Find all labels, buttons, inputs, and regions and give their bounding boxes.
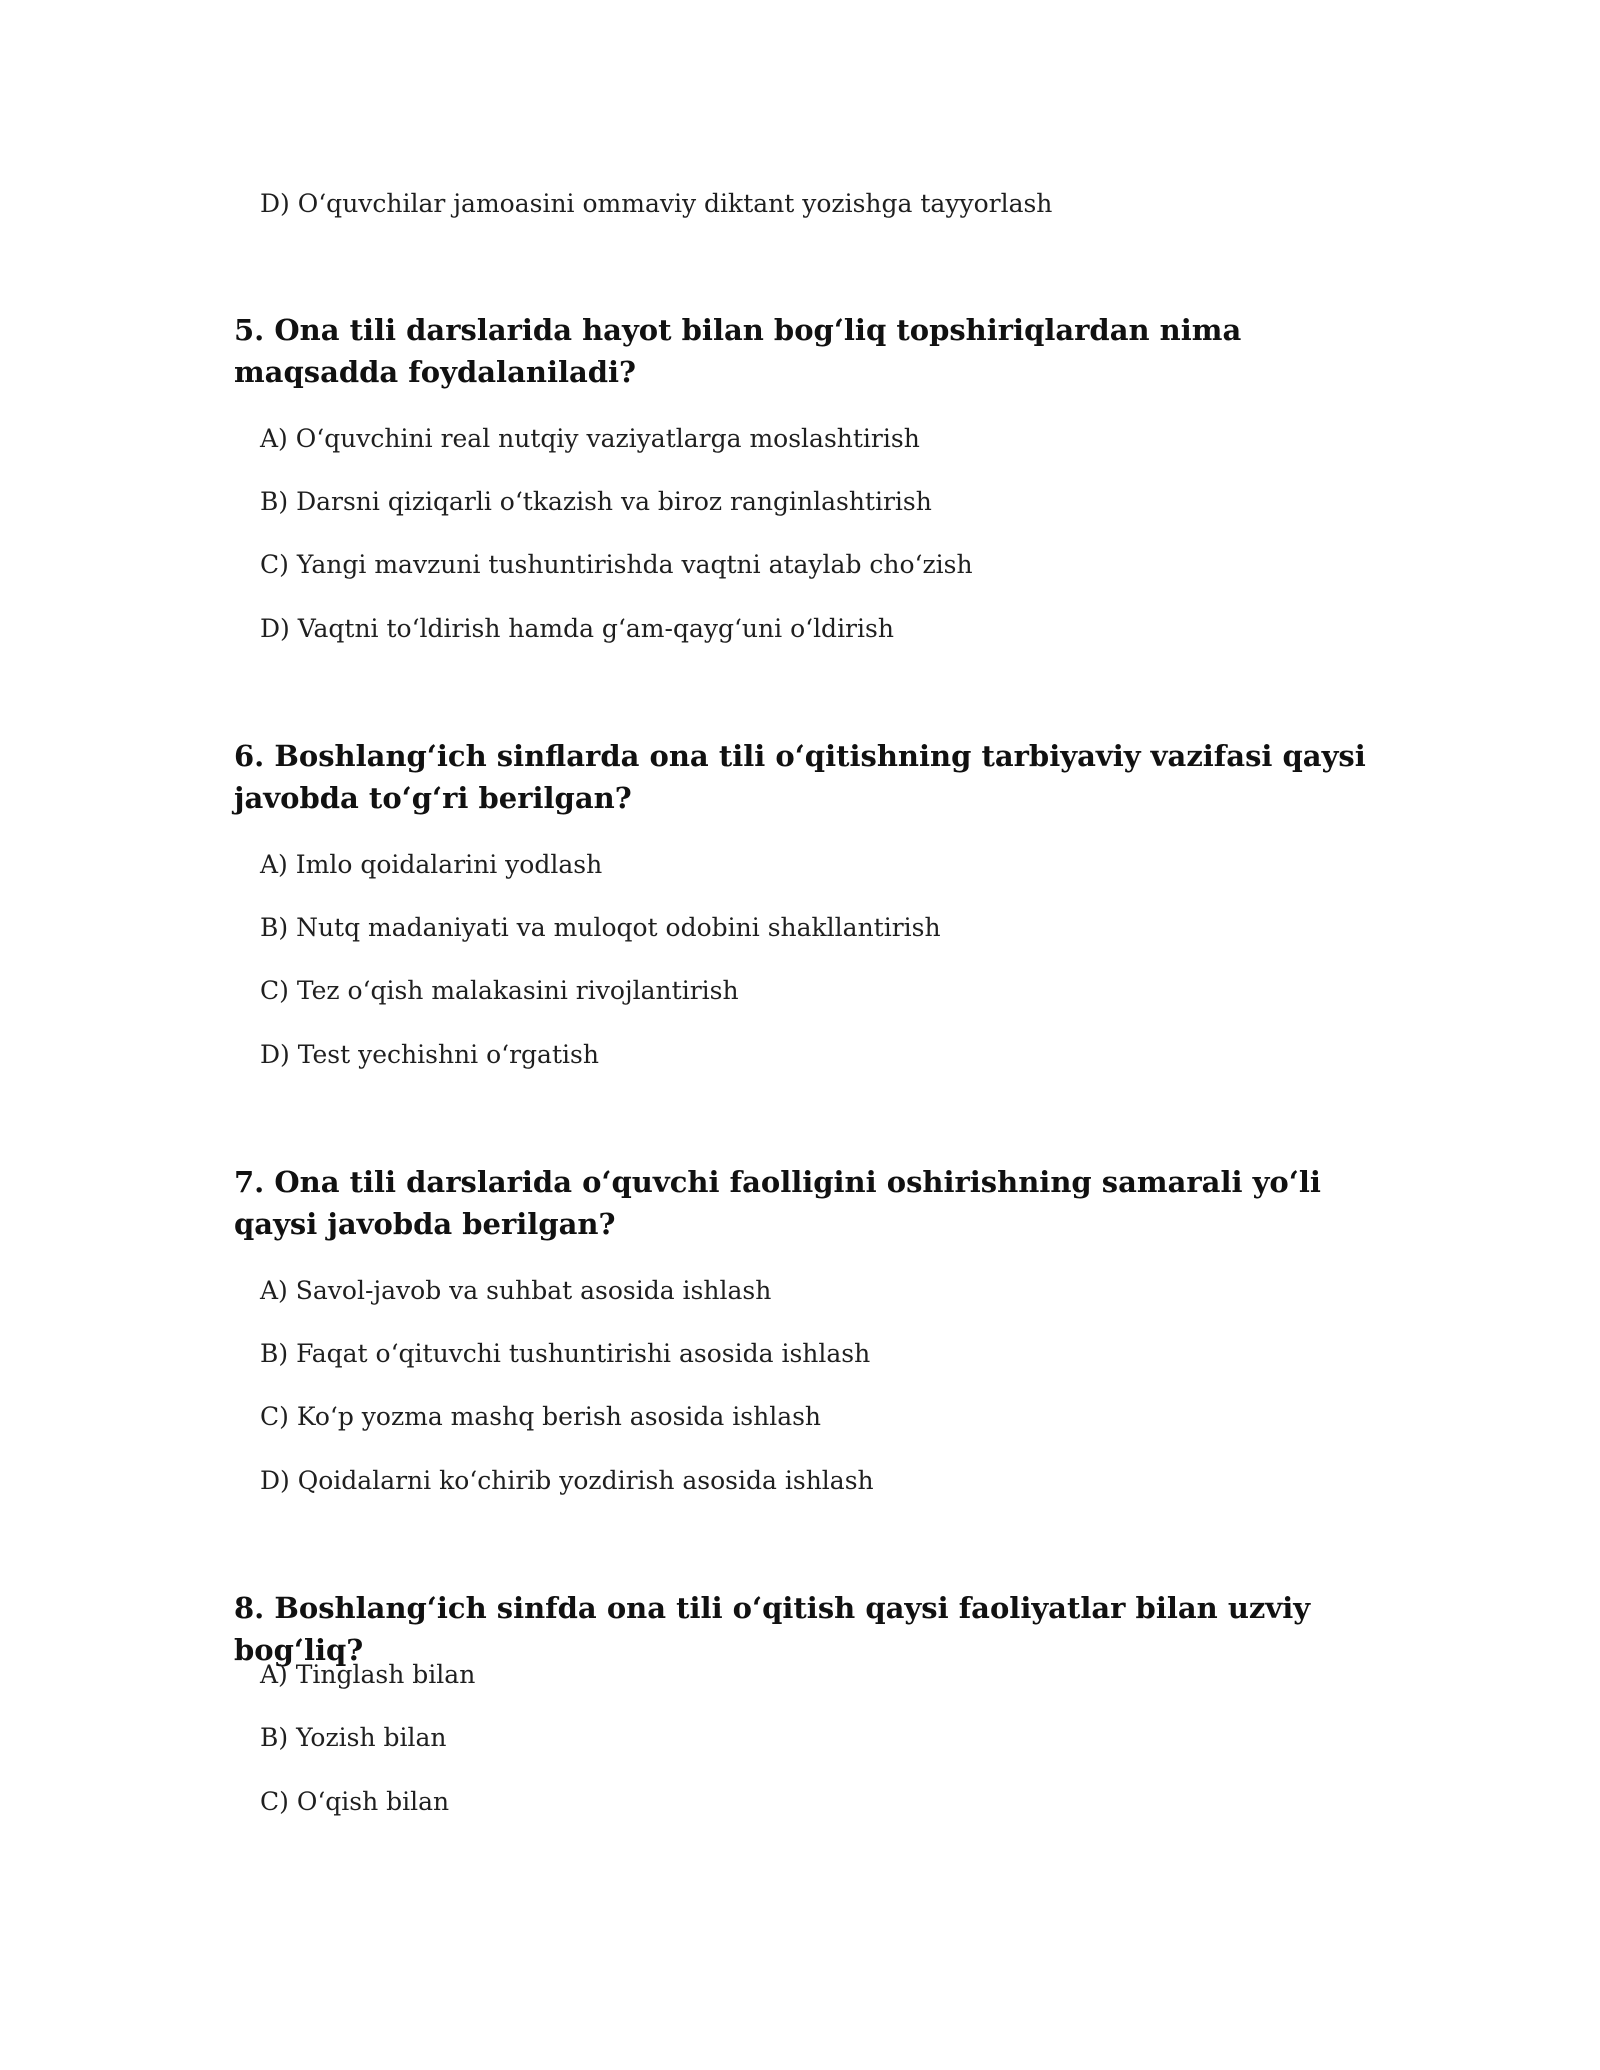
question-7-option-a: A) Savol-javob va suhbat asosida ishlash [260, 1276, 772, 1305]
question-8-option-c: C) O‘qish bilan [260, 1787, 450, 1816]
question-5-text: 5. Ona tili darslarida hayot bilan bog‘liq topshiriqlardan nima maqsadda foydalaniladi? [234, 313, 1242, 389]
question-5-option-c: C) Yangi mavzuni tushuntirishda vaqtni ataylab cho‘zish [260, 550, 973, 579]
question-6-option-b: B) Nutq madaniyati va muloqot odobini shakllantirish [260, 913, 941, 942]
question-6-text: 6. Boshlang‘ich sinflarda ona tili o‘qitishning tarbiyaviy vazifasi qaysi javobda to‘g‘ri berilgan? [234, 739, 1366, 815]
option-text: D) O‘quvchilar jamoasini ommaviy diktant yozishga tayyorlash [260, 189, 1053, 218]
question-7-text: 7. Ona tili darslarida o‘quvchi faolligini oshirishning samarali yo‘li qaysi javobda berilgan? [234, 1165, 1321, 1241]
question-8-option-a: A) Tinglash bilan [260, 1660, 476, 1689]
question-6-option-d: D) Test yechishni o‘rgatish [260, 1040, 599, 1069]
question-6-option-a: A) Imlo qoidalarini yodlash [260, 850, 603, 879]
question-6-option-c: C) Tez o‘qish malakasini rivojlantirish [260, 976, 739, 1005]
question-7-option-c: C) Ko‘p yozma mashq berish asosida ishlash [260, 1402, 822, 1431]
question-5-option-a: A) O‘quvchini real nutqiy vaziyatlarga moslashtirish [260, 424, 920, 453]
question-7-option-b: B) Faqat o‘qituvchi tushuntirishi asosida ishlash [260, 1339, 871, 1368]
question-7-option-d: D) Qoidalarni ko‘chirib yozdirish asosida ishlash [260, 1466, 874, 1495]
question-8-option-b: B) Yozish bilan [260, 1723, 447, 1752]
question-5-option-d: D) Vaqtni to‘ldirish hamda g‘am-qayg‘uni o‘ldirish [260, 614, 894, 643]
question-5-option-b: B) Darsni qiziqarli o‘tkazish va biroz ranginlashtirish [260, 487, 932, 516]
question-8-text: 8. Boshlang‘ich sinfda ona tili o‘qitish qaysi faoliyatlar bilan uzviy bog‘liq? [234, 1591, 1311, 1667]
